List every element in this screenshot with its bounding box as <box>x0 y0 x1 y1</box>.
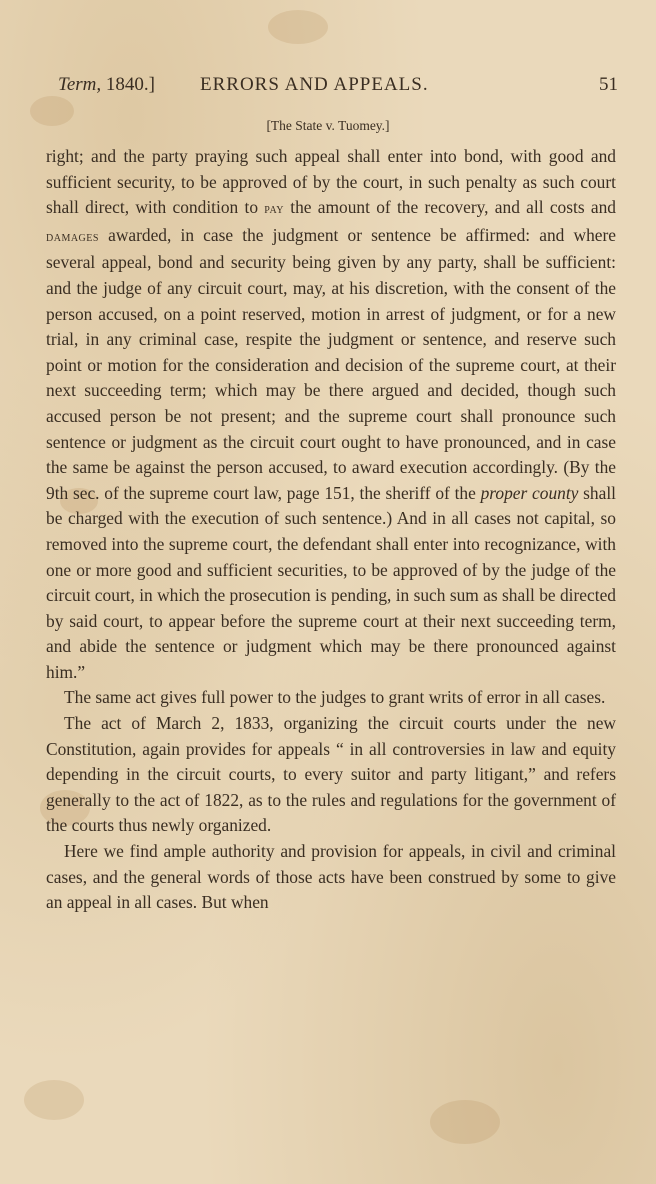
header-title: ERRORS AND APPEALS. <box>200 74 429 95</box>
paragraph <box>46 711 616 839</box>
text-run: awarded, in case the judgment or sentence be affirmed: and where several appeal, bond and security being given by any party, shall be sufficient: and the judge of any circuit court, may, at his discretion, with the consent of the person accused, on a point reserved, motion in arrest of judgment, or for a new trial, in any criminal case, respite the judgment or sentence, and reserve such point or motion for the consideration and decision of the supreme court, at their next succeeding term; which may be there argued and decided, though such accused person be not present; and the supreme court shall pronounce such sentence or judgment as the circuit court ought to have pronounced, and in case the same be against the person accused, to award execution accordingly. (By the 9th sec. of the supreme court law, page 151, the sheriff of the <box>46 224 616 503</box>
header-term-word: Term, <box>58 74 102 95</box>
text-run: shall be charged with the execution of such sentence.) And in all cases not capital, so removed into the supreme court, the defendant shall enter into recognizance, with one or more good and sufficient securities, to be approved of by the judge of the circuit court, in which the prosecution is pending, in such sum as shall be directed by said court, to appear before the supreme court at their next succeeding term, and abide the sentence or judgment which may be there pronounced against him.” <box>46 482 616 682</box>
stain <box>268 10 328 44</box>
small-caps-text: pay <box>264 202 284 218</box>
text-run: Here we find ample authority and provision for appeals, in civil and criminal cases, and the general words of those acts have been construed by some to give an appeal in all cases. But when <box>46 841 616 913</box>
page-number: 51 <box>599 74 618 95</box>
paragraph <box>46 685 616 711</box>
header-term <box>58 74 155 96</box>
text-run: The act of March 2, 1833, organizing the circuit courts under the new Constitution, again provides for appeals “ in all controversies in law and equity depending in the circuit courts, to every suitor and party litigant,” and refers generally to the act of 1822, as to the rules and regulations for the government of the courts thus newly organized. <box>46 713 616 836</box>
text-run: the amount of the recovery, and all costs and <box>283 197 617 218</box>
small-caps-text: damages <box>46 229 99 245</box>
stain <box>430 1100 500 1144</box>
case-caption: [The State v. Tuomey.] <box>266 118 390 133</box>
stain <box>24 1080 84 1120</box>
running-header <box>58 74 618 104</box>
body-text <box>46 144 616 916</box>
header-term-year: 1840.] <box>101 74 155 95</box>
text-run: right; and the party praying such appeal shall enter into bond, with good and sufficient security, to be approved of by the court, in such penalty as such court shall direct, with condition to <box>46 146 616 218</box>
italic-text: proper county <box>480 482 579 503</box>
paragraph <box>46 144 616 685</box>
text-run: The same act gives full power to the judges to grant writs of error in all cases. <box>64 687 606 708</box>
paragraph <box>46 839 616 916</box>
